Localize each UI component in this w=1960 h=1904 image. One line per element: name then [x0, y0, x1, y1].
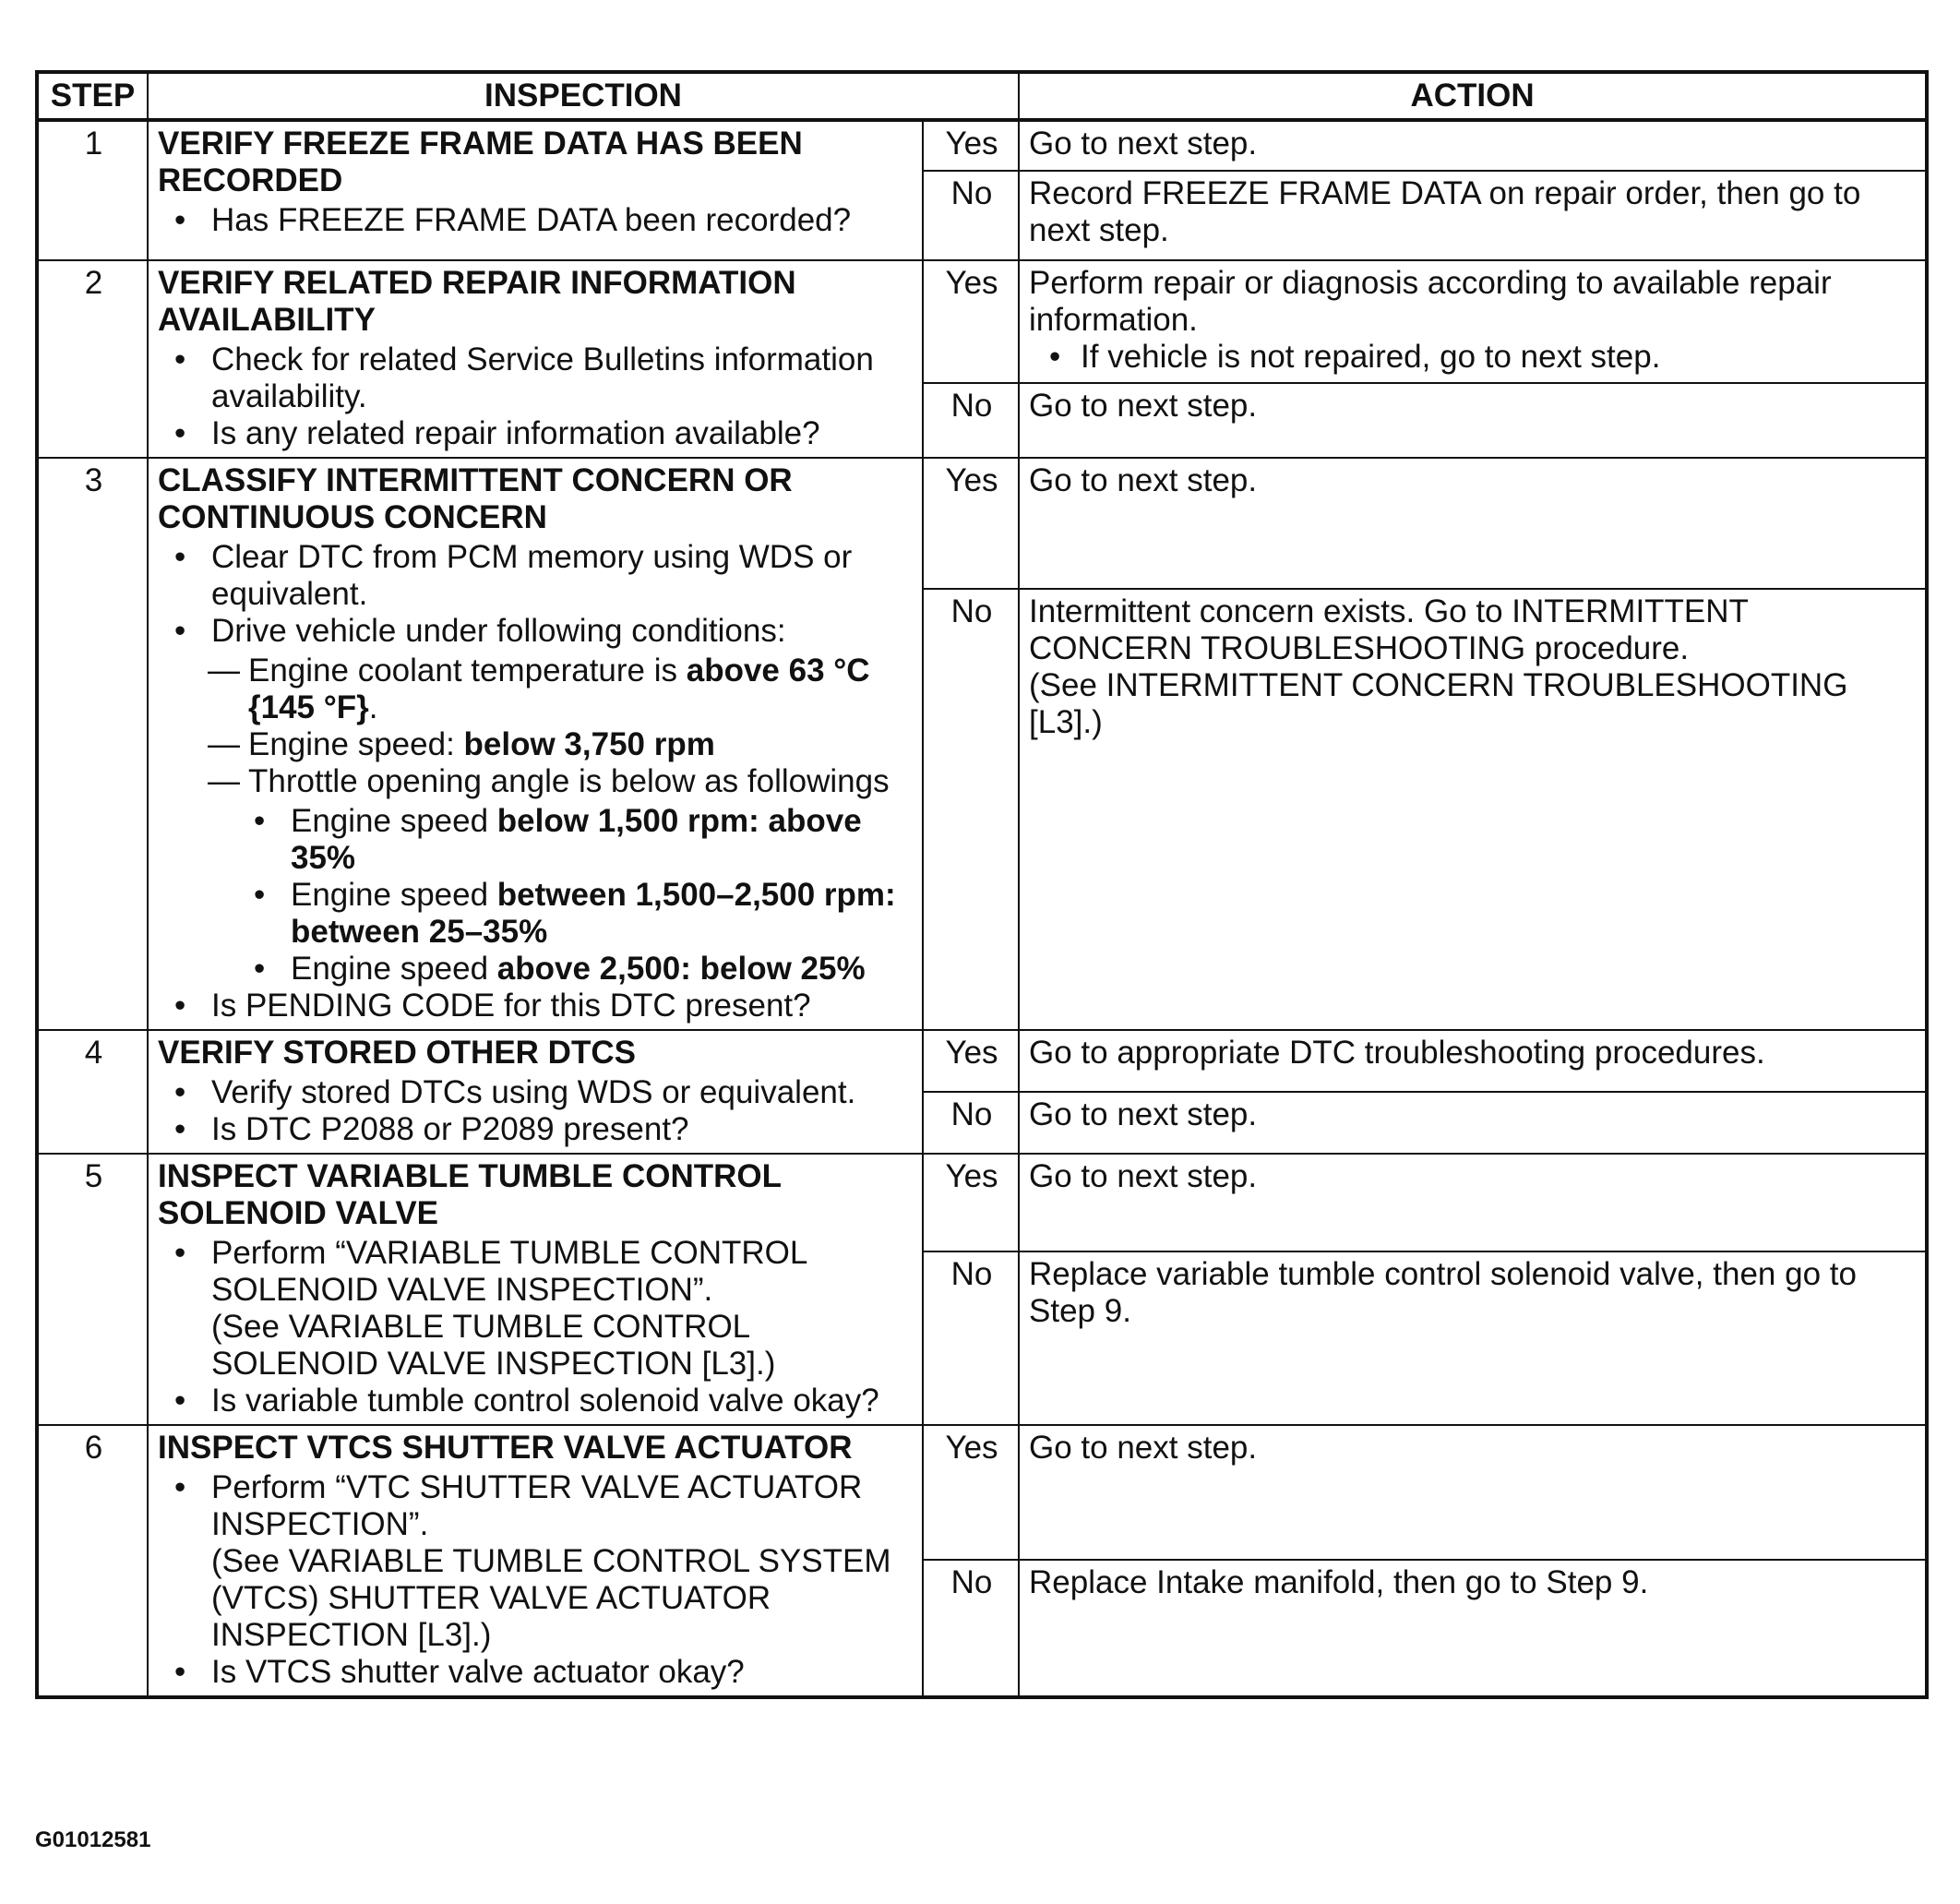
- no-label: No: [923, 589, 1019, 1030]
- sub-condition-value: between 1,500–2,500 rpm: between 25–35%: [291, 877, 896, 950]
- step-number: 5: [37, 1154, 148, 1425]
- table-row: [37, 260, 1927, 383]
- inspection-item: • Has FREEZE FRAME DATA been recorded?: [158, 202, 914, 239]
- inspection-item: • Is DTC P2088 or P2089 present?: [158, 1111, 914, 1148]
- yes-label: Yes: [923, 1425, 1019, 1560]
- inspection-title: CLASSIFY INTERMITTENT CONCERN OR CONTINUOUS CONCERN: [158, 462, 793, 535]
- yes-action: Go to next step.: [1019, 1154, 1927, 1251]
- inspection-item: • Is any related repair information available?: [158, 415, 914, 452]
- inspection-item-text: • Perform “VTC SHUTTER VALVE ACTUATOR INSPECTION”.: [211, 1469, 863, 1542]
- sub-condition-item: [248, 803, 914, 877]
- no-action-reference: (See INTERMITTENT CONCERN TROUBLESHOOTING [L3].): [1029, 667, 1848, 741]
- header-action: ACTION: [1019, 72, 1927, 120]
- yes-action-subitem: • If vehicle is not repaired, go to next step.: [1029, 339, 1918, 376]
- no-label: No: [923, 171, 1019, 260]
- figure-code: G01012581: [35, 1827, 151, 1852]
- no-label: No: [923, 1251, 1019, 1425]
- table-row: [37, 458, 1927, 589]
- no-action: Go to next step.: [1019, 1092, 1927, 1154]
- step-number: 1: [37, 120, 148, 260]
- header-inspection: INSPECTION: [148, 72, 1019, 120]
- yes-label: Yes: [923, 458, 1019, 589]
- condition-text: Throttle opening angle is below as followings: [248, 763, 890, 799]
- inspection-item: [158, 613, 914, 650]
- step-number: 3: [37, 458, 148, 1030]
- condition-text: Engine coolant temperature is: [248, 653, 687, 689]
- yes-action: Go to next step.: [1019, 458, 1927, 589]
- yes-action: Go to appropriate DTC troubleshooting procedures.: [1019, 1030, 1927, 1092]
- inspection-item: • Clear DTC from PCM memory using WDS or equivalent.: [158, 539, 914, 613]
- condition-item: [208, 763, 914, 800]
- table-row: [37, 1030, 1927, 1092]
- inspection-item: • Is PENDING CODE for this DTC present?: [158, 988, 914, 1024]
- inspection-item-reference: (See VARIABLE TUMBLE CONTROL SOLENOID VALVE INSPECTION [L3].): [211, 1309, 776, 1382]
- inspection-cell: [148, 1154, 923, 1425]
- inspection-title: INSPECT VTCS SHUTTER VALVE ACTUATOR: [158, 1430, 853, 1466]
- no-label: No: [923, 1092, 1019, 1154]
- condition-item: [208, 653, 914, 726]
- inspection-title: VERIFY RELATED REPAIR INFORMATION AVAILABILITY: [158, 265, 796, 338]
- inspection-item: • Is VTCS shutter valve actuator okay?: [158, 1654, 914, 1691]
- step-number: 2: [37, 260, 148, 458]
- inspection-item: • Is variable tumble control solenoid valve okay?: [158, 1383, 914, 1419]
- condition-text: Engine speed:: [248, 726, 464, 762]
- no-action: Replace Intake manifold, then go to Step 9.: [1019, 1560, 1927, 1697]
- inspection-cell: [148, 458, 923, 1030]
- yes-action-text: Perform repair or diagnosis according to available repair information.: [1029, 265, 1832, 338]
- no-action-text: Intermittent concern exists. Go to INTERMITTENT CONCERN TROUBLESHOOTING procedure.: [1029, 593, 1749, 667]
- sub-condition-item: [248, 877, 914, 951]
- inspection-title: VERIFY FREEZE FRAME DATA HAS BEEN RECORDED: [158, 126, 803, 198]
- inspection-item-reference: (See VARIABLE TUMBLE CONTROL SYSTEM (VTCS) SHUTTER VALVE ACTUATOR INSPECTION [L3].): [211, 1543, 891, 1653]
- inspection-item-text: Drive vehicle under following conditions:: [211, 613, 786, 649]
- yes-label: Yes: [923, 120, 1019, 171]
- sub-condition-value: below 1,500 rpm: above 35%: [291, 803, 862, 876]
- yes-label: Yes: [923, 1030, 1019, 1092]
- no-label: No: [923, 1560, 1019, 1697]
- no-action: Record FREEZE FRAME DATA on repair order, then go to next step.: [1019, 171, 1927, 260]
- sub-condition-item: [248, 951, 914, 988]
- inspection-title: INSPECT VARIABLE TUMBLE CONTROL SOLENOID VALVE: [158, 1158, 782, 1231]
- table-header-row: [37, 72, 1927, 120]
- diagnostic-procedure-table: [35, 70, 1929, 1699]
- inspection-cell: [148, 120, 923, 260]
- step-number: 4: [37, 1030, 148, 1154]
- yes-action: Go to next step.: [1019, 120, 1927, 171]
- sub-condition-text: Engine speed: [291, 803, 497, 839]
- no-action: Go to next step.: [1019, 383, 1927, 458]
- inspection-item-text: • Perform “VARIABLE TUMBLE CONTROL SOLENOID VALVE INSPECTION”.: [211, 1235, 807, 1308]
- yes-action: [1019, 260, 1927, 383]
- yes-label: Yes: [923, 260, 1019, 383]
- condition-value: above 63 °C {145 °F}: [248, 653, 870, 725]
- header-step: STEP: [37, 72, 148, 120]
- sub-condition-value: above 2,500: below 25%: [496, 951, 866, 987]
- inspection-item: • Check for related Service Bulletins information availability.: [158, 341, 914, 415]
- inspection-item: [158, 1235, 914, 1383]
- inspection-cell: [148, 1425, 923, 1697]
- inspection-item: • Verify stored DTCs using WDS or equivalent.: [158, 1074, 914, 1111]
- condition-item: [208, 726, 914, 763]
- inspection-cell: [148, 1030, 923, 1154]
- inspection-title: VERIFY STORED OTHER DTCS: [158, 1035, 636, 1071]
- table-row: [37, 1154, 1927, 1251]
- no-action: Replace variable tumble control solenoid valve, then go to Step 9.: [1019, 1251, 1927, 1425]
- yes-action: Go to next step.: [1019, 1425, 1927, 1560]
- condition-end: .: [368, 689, 378, 725]
- no-action: [1019, 589, 1927, 1030]
- step-number: 6: [37, 1425, 148, 1697]
- table-row: [37, 120, 1927, 171]
- table-row: [37, 1425, 1927, 1560]
- sub-condition-text: Engine speed: [291, 951, 497, 987]
- no-label: No: [923, 383, 1019, 458]
- condition-value: below 3,750 rpm: [463, 726, 715, 762]
- inspection-item: [158, 1469, 914, 1654]
- yes-label: Yes: [923, 1154, 1019, 1251]
- inspection-cell: [148, 260, 923, 458]
- sub-condition-text: Engine speed: [291, 877, 497, 913]
